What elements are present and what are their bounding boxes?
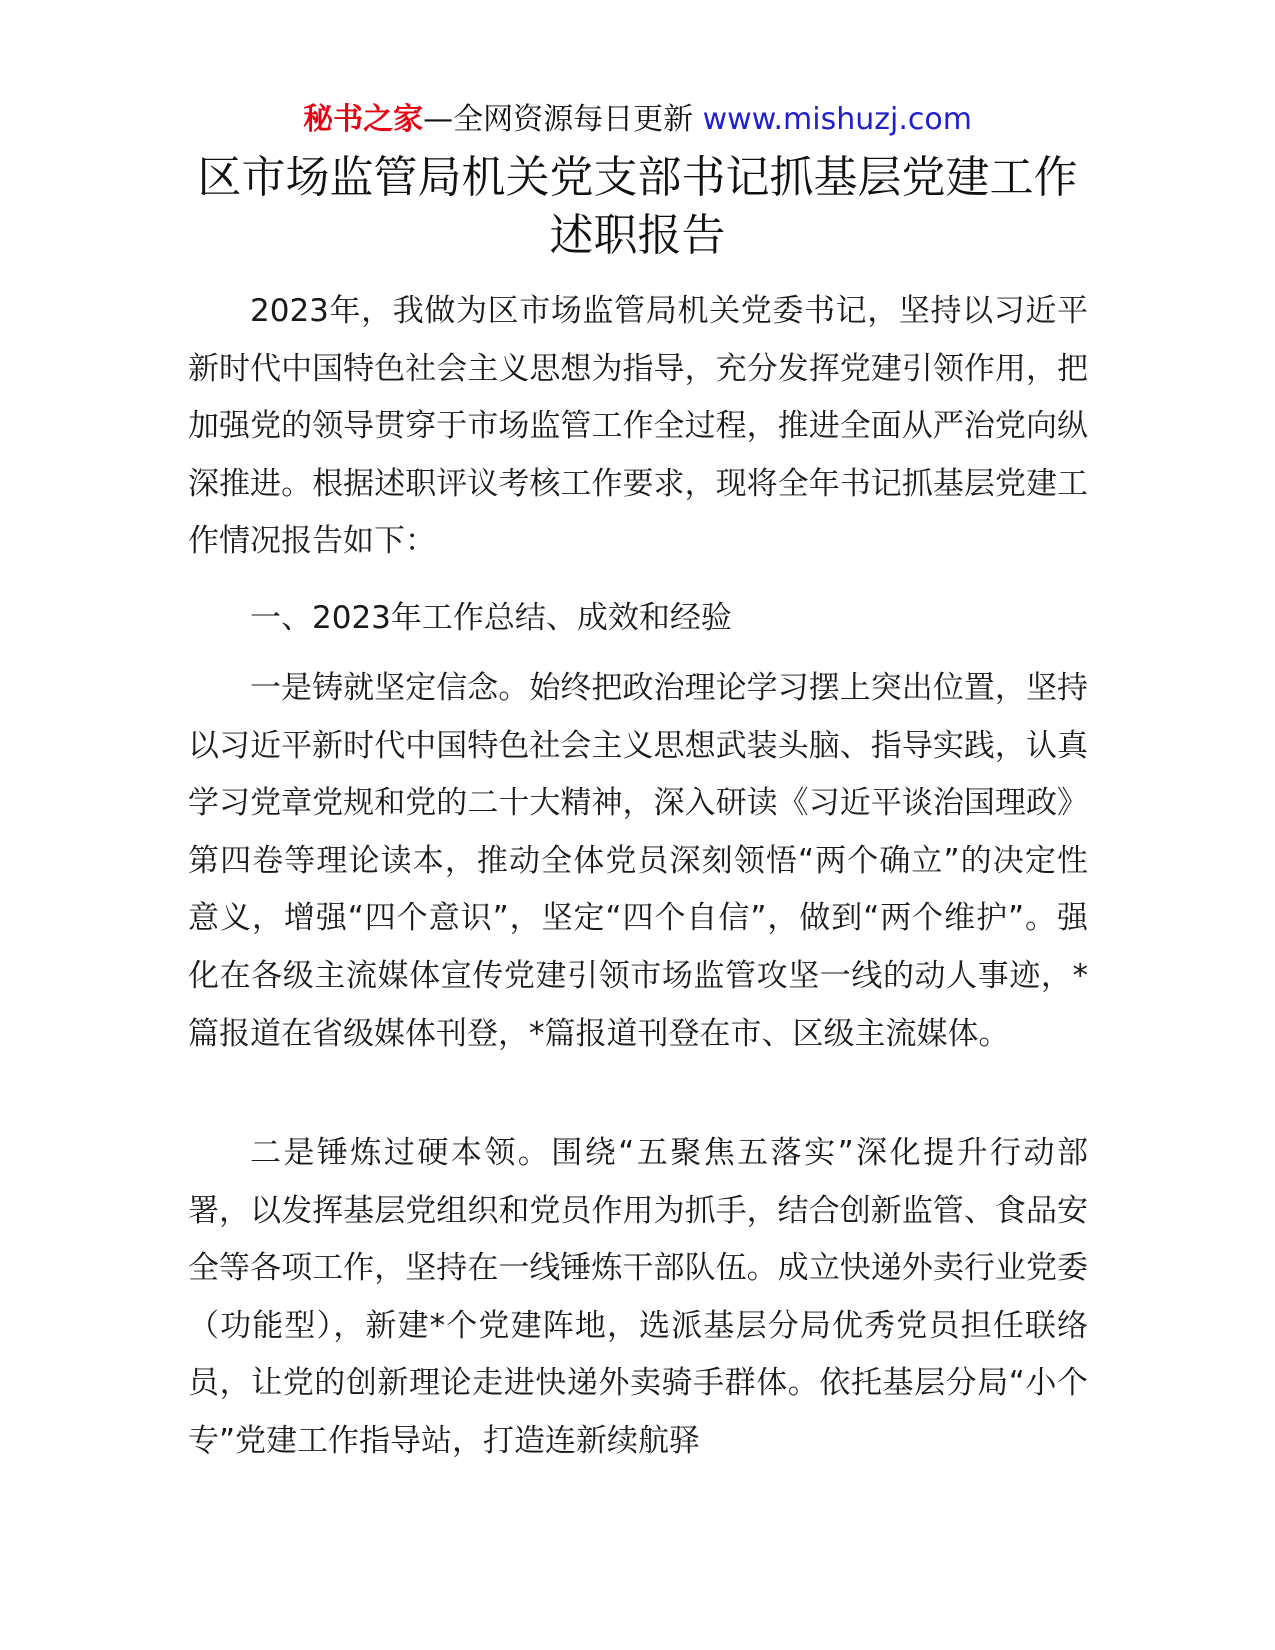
document-title-line-2: 述职报告 <box>549 210 726 261</box>
document-title-line-1: 区市场监管局机关党支部书记抓基层党建工作 <box>197 152 1078 203</box>
section-heading: 一、2023年工作总结、成效和经验 <box>250 600 732 636</box>
header-slogan: —全网资源每日更新 <box>423 102 694 137</box>
body-paragraph-skills: 二是锤炼过硬本领。围绕“五聚焦五落实”深化提升行动部署，以发挥基层党组织和党员作用为抓手，结合创新监管、食品安全等各项工作，坚持在一线锤炼干部队伍。成立快递外卖行业党委（功能型），新建*个党建阵地，选派基层分局优秀党员担任联络员，让党的创新理论走进快递外卖骑手群体。依托基层分局“小个专”党建工作指导站，打造连新续航驿 <box>188 1135 1088 1459</box>
site-header <box>0 100 1275 140</box>
site-url-link[interactable]: www.mishuzj.com <box>702 102 972 137</box>
body-paragraph-belief: 一是铸就坚定信念。始终把政治理论学习摆上突出位置，坚持以习近平新时代中国特色社会主义思想武装头脑、指导实践，认真学习党章党规和党的二十大精神，深入研读《习近平谈治国理政》第四卷等理论读本，推动全体党员深刻领悟“两个确立”的决定性意义，增强“四个意识”，坚定“四个自信”，做到“两个维护”。强化在各级主流媒体宣传党建引领市场监管攻坚一线的动人事迹，*篇报道在省级媒体刊登，*篇报道刊登在市、区级主流媒体。 <box>188 670 1088 1052</box>
body-paragraph-intro: 2023年，我做为区市场监管局机关党委书记，坚持以习近平新时代中国特色社会主义思想为指导，充分发挥党建引领作用，把加强党的领导贯穿于市场监管工作全过程，推进全面从严治党向纵深推进。根据述职评议考核工作要求，现将全年书记抓基层党建工作情况报告如下： <box>188 293 1088 560</box>
brand-name: 秘书之家 <box>303 102 424 137</box>
